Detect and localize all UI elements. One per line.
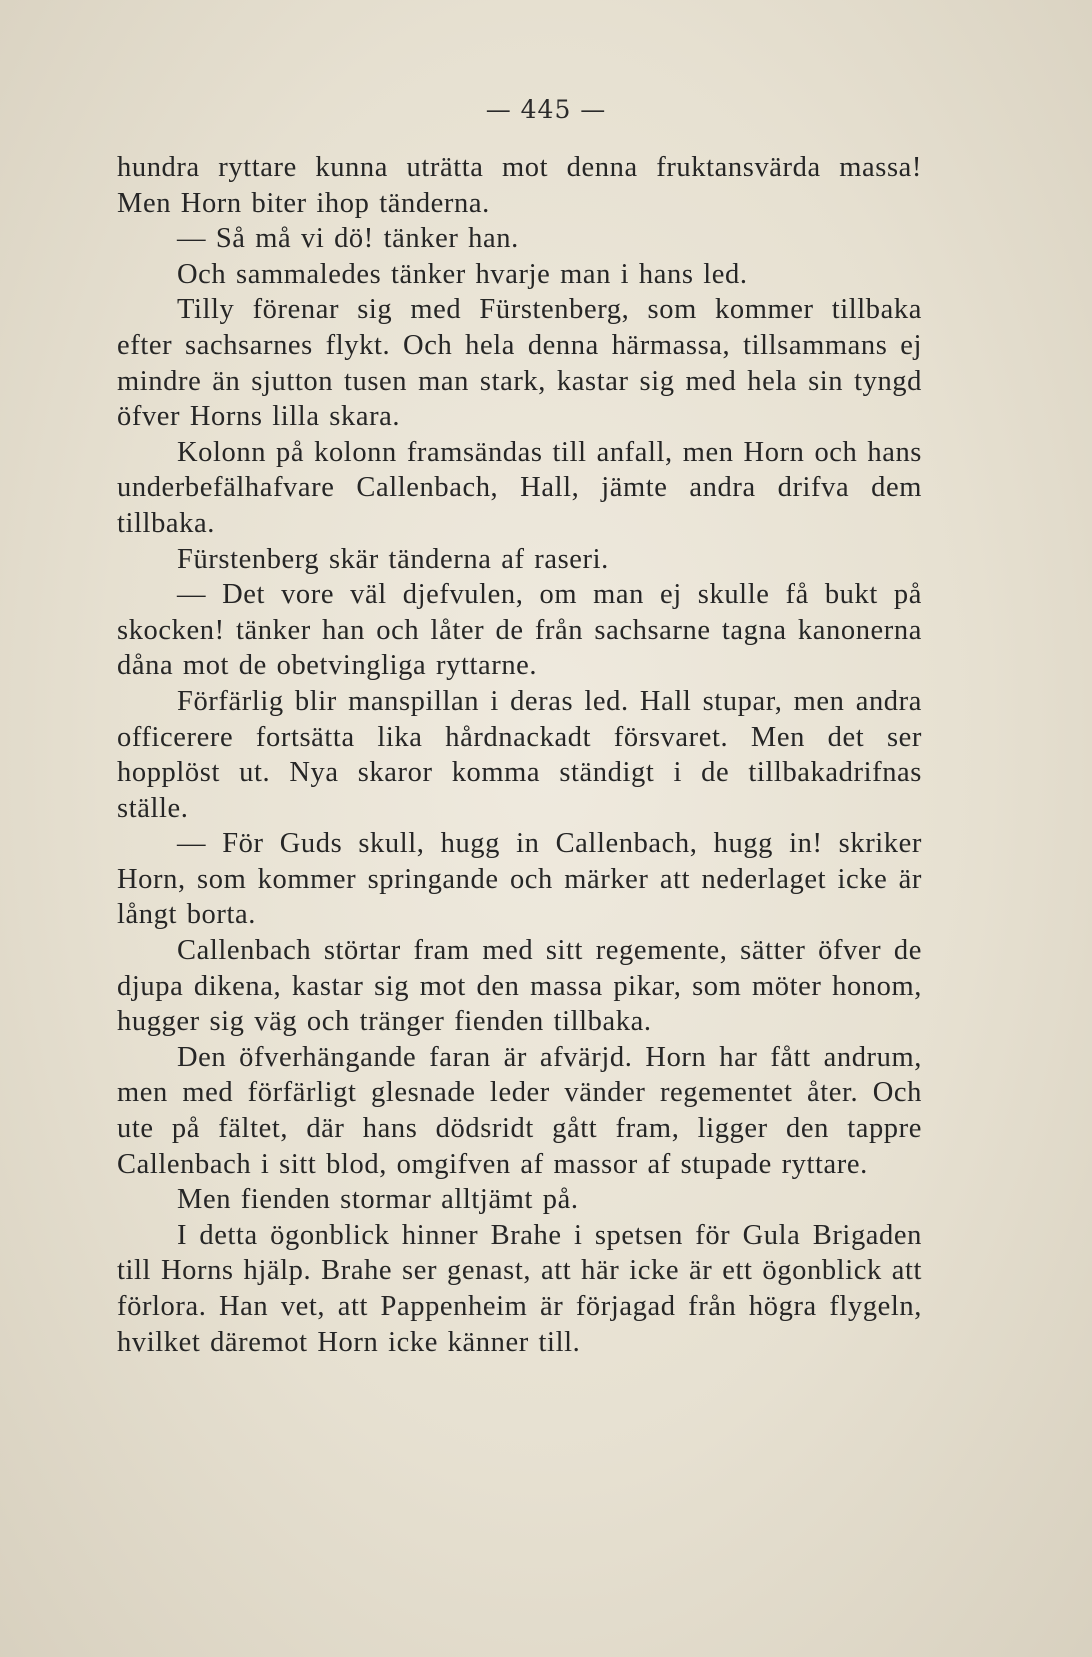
paragraph: — Så må vi dö! tänker han. [177,223,519,255]
paragraph: Fürstenberg skär tänderna af raseri. [177,543,609,575]
paragraph: Och sammaledes tänker hvarje man i hans led. [177,258,748,290]
paragraph: Men fienden stormar alltjämt på. [177,1184,579,1216]
paragraph: Callenbach störtar fram med sitt regemente, sätter öfver de djupa dikena, kastar sig mot den massa pikar, som möter honom, hugger sig väg och tränger fienden tillbaka. [117,935,922,1038]
paragraph: I detta ögonblick hinner Brahe i spetsen för Gula Brigaden till Horns hjälp. Brahe ser genast, att här icke är ett ögonblick att förlora. Han vet, att Pappenheim är förjagad från högra flygeln, hvilket däremot Horn icke känner till. [117,1219,922,1358]
paragraph: Tilly förenar sig med Fürstenberg, som kommer tillbaka efter sachsarnes flykt. Och hela denna härmassa, tillsammans ej mindre än sjutton tusen man stark, kastar sig med hela sin tyngd öfver Horns lilla skara. [117,294,922,433]
paragraph: Förfärlig blir manspillan i deras led. Hall stupar, men andra officerere fortsätta lika hårdnackadt försvaret. Men det ser hopplöst ut. Nya skaror komma ständigt i de tillbakadrifnas ställe. [117,685,922,824]
paragraph: hundra ryttare kunna uträtta mot denna fruktansvärda massa! Men Horn biter ihop tänderna. [117,152,922,219]
page-number: — 445 — [485,95,607,124]
paragraph: — Det vore väl djefvulen, om man ej skulle få bukt på skocken! tänker han och låter de från sachsarne tagna kanonerna dåna mot de obetvingliga ryttarne. [117,579,922,682]
paragraph: Kolonn på kolonn framsändas till anfall, men Horn och hans underbefälhafvare Callenbach, Hall, jämte andra drifva dem tillbaka. [117,436,922,539]
body-text [117,150,922,1360]
paragraph: Den öfverhängande faran är afvärjd. Horn har fått andrum, men med förfärligt glesnade leder vänder regementet åter. Och ute på fältet, där hans dödsridt gått fram, ligger den tappre Callenbach i sitt blod, omgifven af massor af stupade ryttare. [117,1041,922,1180]
paragraph: — För Guds skull, hugg in Callenbach, hugg in! skriker Horn, som kommer springande och märker att nederlaget icke är långt borta. [117,828,922,931]
